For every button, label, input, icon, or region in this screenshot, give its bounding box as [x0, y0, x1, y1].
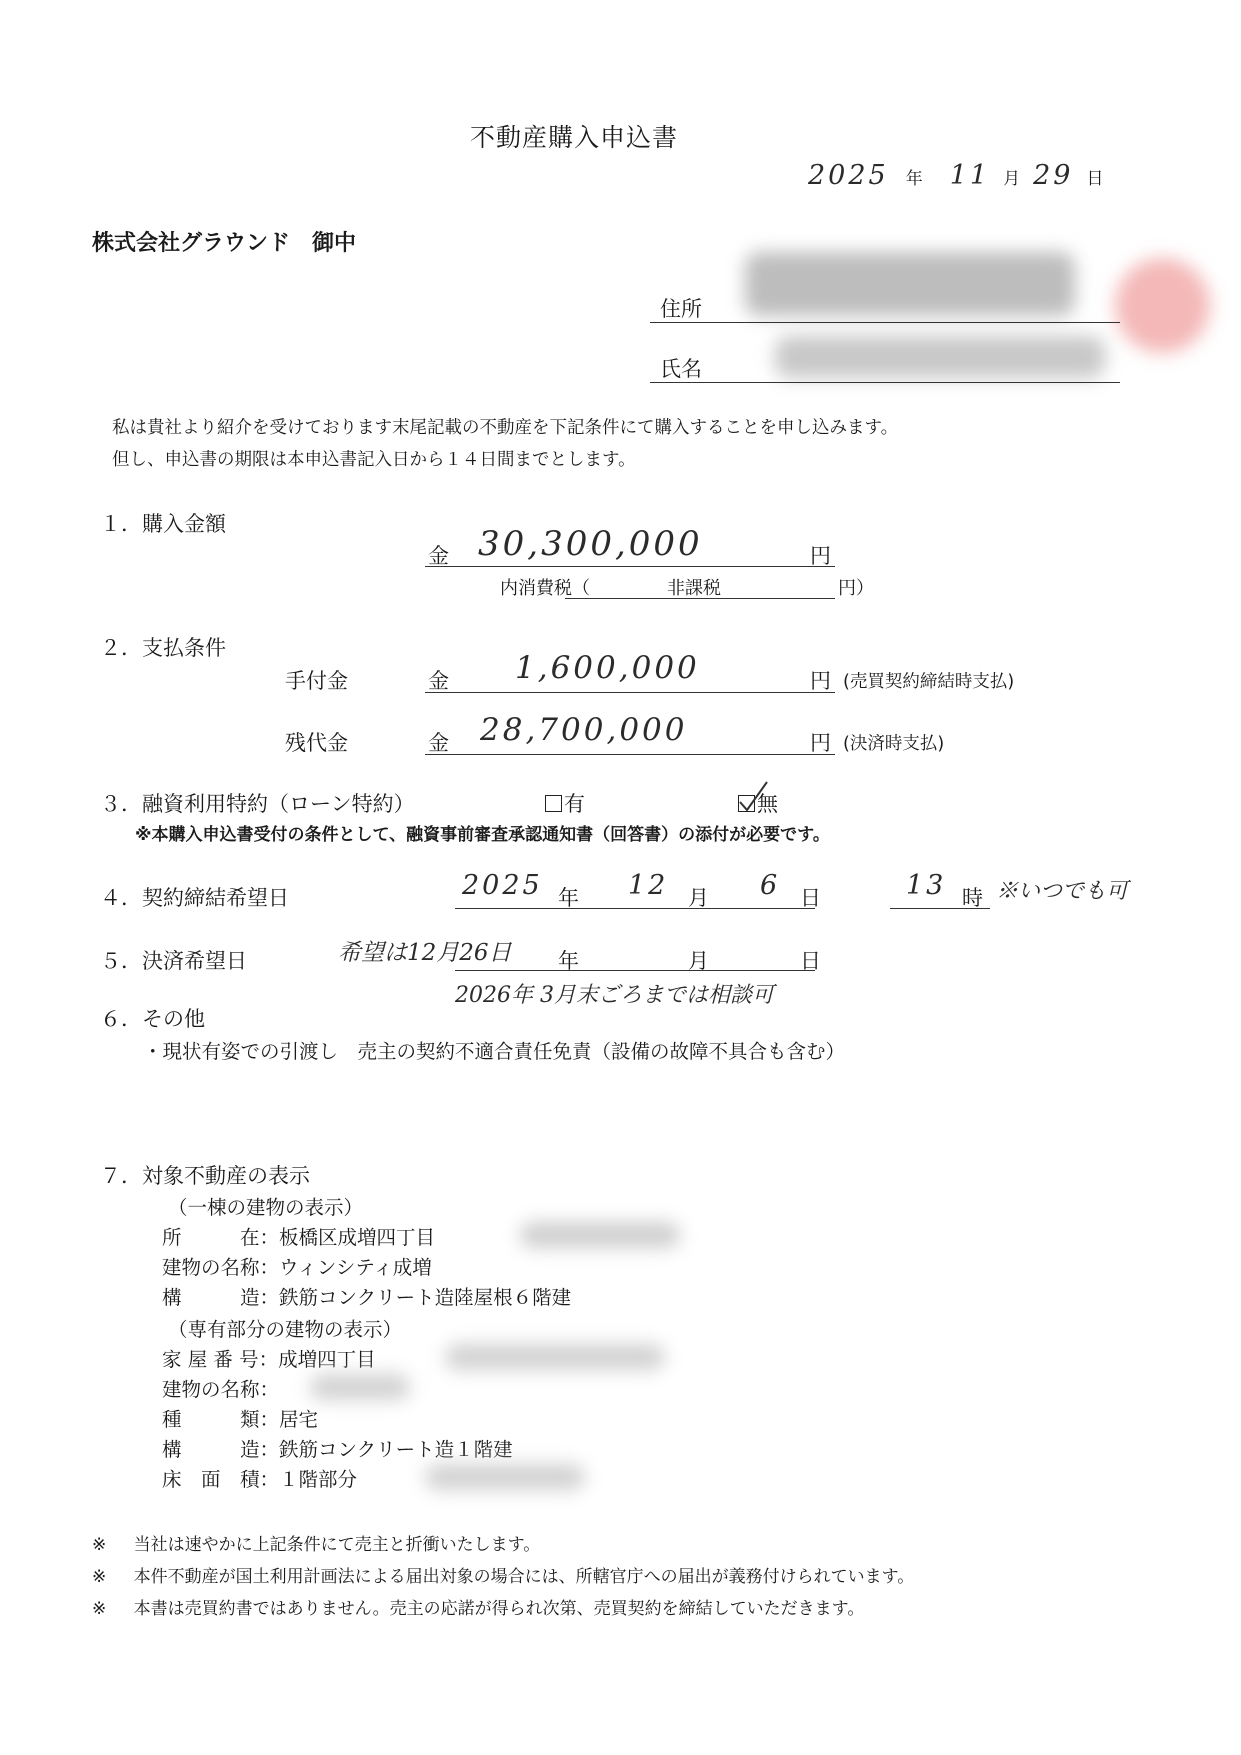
deposit-amount: 1,600,000 [515, 650, 700, 686]
deposit-prefix: 金 [428, 669, 449, 693]
deposit-underline [425, 692, 835, 693]
tax-underline [565, 598, 835, 599]
balance-amount: 28,700,000 [480, 712, 688, 748]
footnote-text: 本件不動産が国土利用計画法による届出対象の場合には、所轄官庁への届出が義務付けられています。 [133, 1567, 915, 1587]
deposit-suffix: 円 [810, 669, 831, 693]
redacted-name [775, 336, 1105, 378]
date-year-unit: 年 [905, 169, 923, 189]
settlement-day-unit: 日 [800, 949, 821, 973]
price-suffix: 円 [810, 544, 831, 568]
redacted-house-number [445, 1344, 665, 1370]
date-day-unit: 日 [1086, 169, 1104, 189]
settlement-hand-note-2: 2026年 3月末ごろまでは相談可 [455, 983, 774, 1008]
document-date [808, 160, 1103, 191]
contract-year-unit: 年 [558, 886, 579, 910]
contract-hour-underline [890, 908, 990, 909]
redacted-unit-name [310, 1374, 410, 1400]
tax-note-close: 円） [838, 578, 874, 599]
unit-floor-area: 床 面 積：１階部分 [162, 1468, 358, 1491]
loan-no-label: 無 [757, 792, 778, 816]
redacted-address [745, 252, 1075, 316]
settlement-hand-note: 希望は12月26日 [338, 940, 512, 966]
document-title: 不動産購入申込書 [470, 123, 679, 152]
price-prefix: 金 [428, 544, 449, 568]
property-location: 所 在：板橋区成増四丁目 [162, 1226, 436, 1249]
intro-line-2: 但し、申込書の期限は本申込書記入日から１４日間までとします。 [112, 450, 636, 470]
deposit-note: (売買契約締結時支払) [843, 672, 1015, 692]
contract-hour-unit: 時 [962, 886, 983, 910]
unit-house-number: 家 屋 番 号：成増四丁目 [162, 1348, 376, 1371]
price-amount: 30,300,000 [478, 524, 703, 564]
section2-heading: ２．支払条件 [100, 636, 226, 660]
date-year: 2025 [808, 160, 889, 191]
name-label: 氏名 [660, 357, 702, 381]
contract-hour: 13 [906, 870, 947, 901]
name-underline [650, 382, 1120, 383]
footnote-mark: ※ [92, 1599, 107, 1619]
price-underline [425, 566, 835, 567]
footnote-text: 本書は売買約書ではありません。売主の応諾が得られ次第、売買契約を締結していただきます。 [133, 1599, 865, 1619]
balance-note: (決済時支払) [843, 734, 945, 754]
balance-prefix: 金 [428, 731, 449, 755]
intro-line-1: 私は貴社より紹介を受けております末尾記載の不動産を下記条件にて購入することを申し込みます。 [112, 418, 899, 438]
contract-day-unit: 日 [800, 886, 821, 910]
tax-note-open: 内消費税（ [500, 578, 590, 599]
addressee: 株式会社グラウンド 御中 [92, 231, 357, 256]
unit-type: 種 類：居宅 [162, 1408, 319, 1431]
balance-suffix: 円 [810, 731, 831, 755]
building-header: （一棟の建物の表示） [168, 1196, 364, 1219]
unit-building-name: 建物の名称： [162, 1378, 280, 1401]
footnote-mark: ※ [92, 1535, 107, 1555]
footnote-1 [92, 1530, 540, 1555]
loan-notice: ※本購入申込書受付の条件として、融資事前審査承認通知書（回答書）の添付が必要です。 [135, 825, 830, 845]
footnote-text: 当社は速やかに上記条件にて売主と折衝いたします。 [133, 1535, 541, 1555]
loan-option-yes[interactable] [545, 788, 585, 818]
contract-year: 2025 [462, 870, 543, 901]
contract-month-unit: 月 [688, 886, 709, 910]
address-label: 住所 [660, 297, 702, 321]
section5-heading: ５．決済希望日 [100, 949, 247, 973]
settlement-underline [455, 970, 815, 971]
unit-structure: 構 造：鉄筋コンクリート造１階建 [162, 1438, 513, 1461]
section4-heading: ４．契約締結希望日 [100, 886, 289, 910]
property-structure: 構 造：鉄筋コンクリート造陸屋根６階建 [162, 1286, 572, 1309]
date-month-unit: 月 [1003, 169, 1021, 189]
deposit-label: 手付金 [285, 669, 348, 693]
contract-hand-note: ※いつでも可 [996, 879, 1129, 904]
footnote-mark: ※ [92, 1567, 107, 1587]
section3-heading: ３．融資利用特約（ローン特約） [100, 792, 415, 816]
redacted-floor-area [425, 1464, 585, 1490]
tax-value: 非課税 [667, 578, 721, 599]
settlement-year-unit: 年 [558, 949, 579, 973]
section7-heading: ７．対象不動産の表示 [100, 1164, 310, 1188]
balance-label: 残代金 [285, 731, 348, 755]
section6-item: ・現状有姿での引渡し 売主の契約不適合責任免責（設備の故障不具合も含む） [143, 1040, 846, 1063]
settlement-month-unit: 月 [688, 949, 709, 973]
redacted-seal [1115, 258, 1210, 353]
property-building-name: 建物の名称：ウィンシティ成増 [162, 1256, 432, 1279]
section1-heading: １．購入金額 [100, 512, 226, 536]
redacted-location [520, 1222, 680, 1248]
footnote-3 [92, 1594, 864, 1619]
section6-heading: ６．その他 [100, 1007, 205, 1031]
date-month: 11 [949, 160, 991, 191]
check-mark-icon [737, 780, 771, 814]
loan-yes-label: 有 [564, 792, 585, 816]
footnote-2 [92, 1562, 914, 1587]
contract-day: 6 [760, 870, 781, 901]
address-underline [650, 322, 1120, 323]
unit-header: （専有部分の建物の表示） [168, 1318, 403, 1341]
loan-yes-checkbox[interactable] [545, 795, 562, 812]
contract-date-underline [455, 908, 815, 909]
date-day: 29 [1033, 160, 1074, 191]
loan-no-checkbox[interactable] [738, 795, 755, 812]
loan-option-no[interactable] [738, 788, 778, 818]
balance-underline [425, 754, 835, 755]
contract-month: 12 [628, 870, 669, 901]
